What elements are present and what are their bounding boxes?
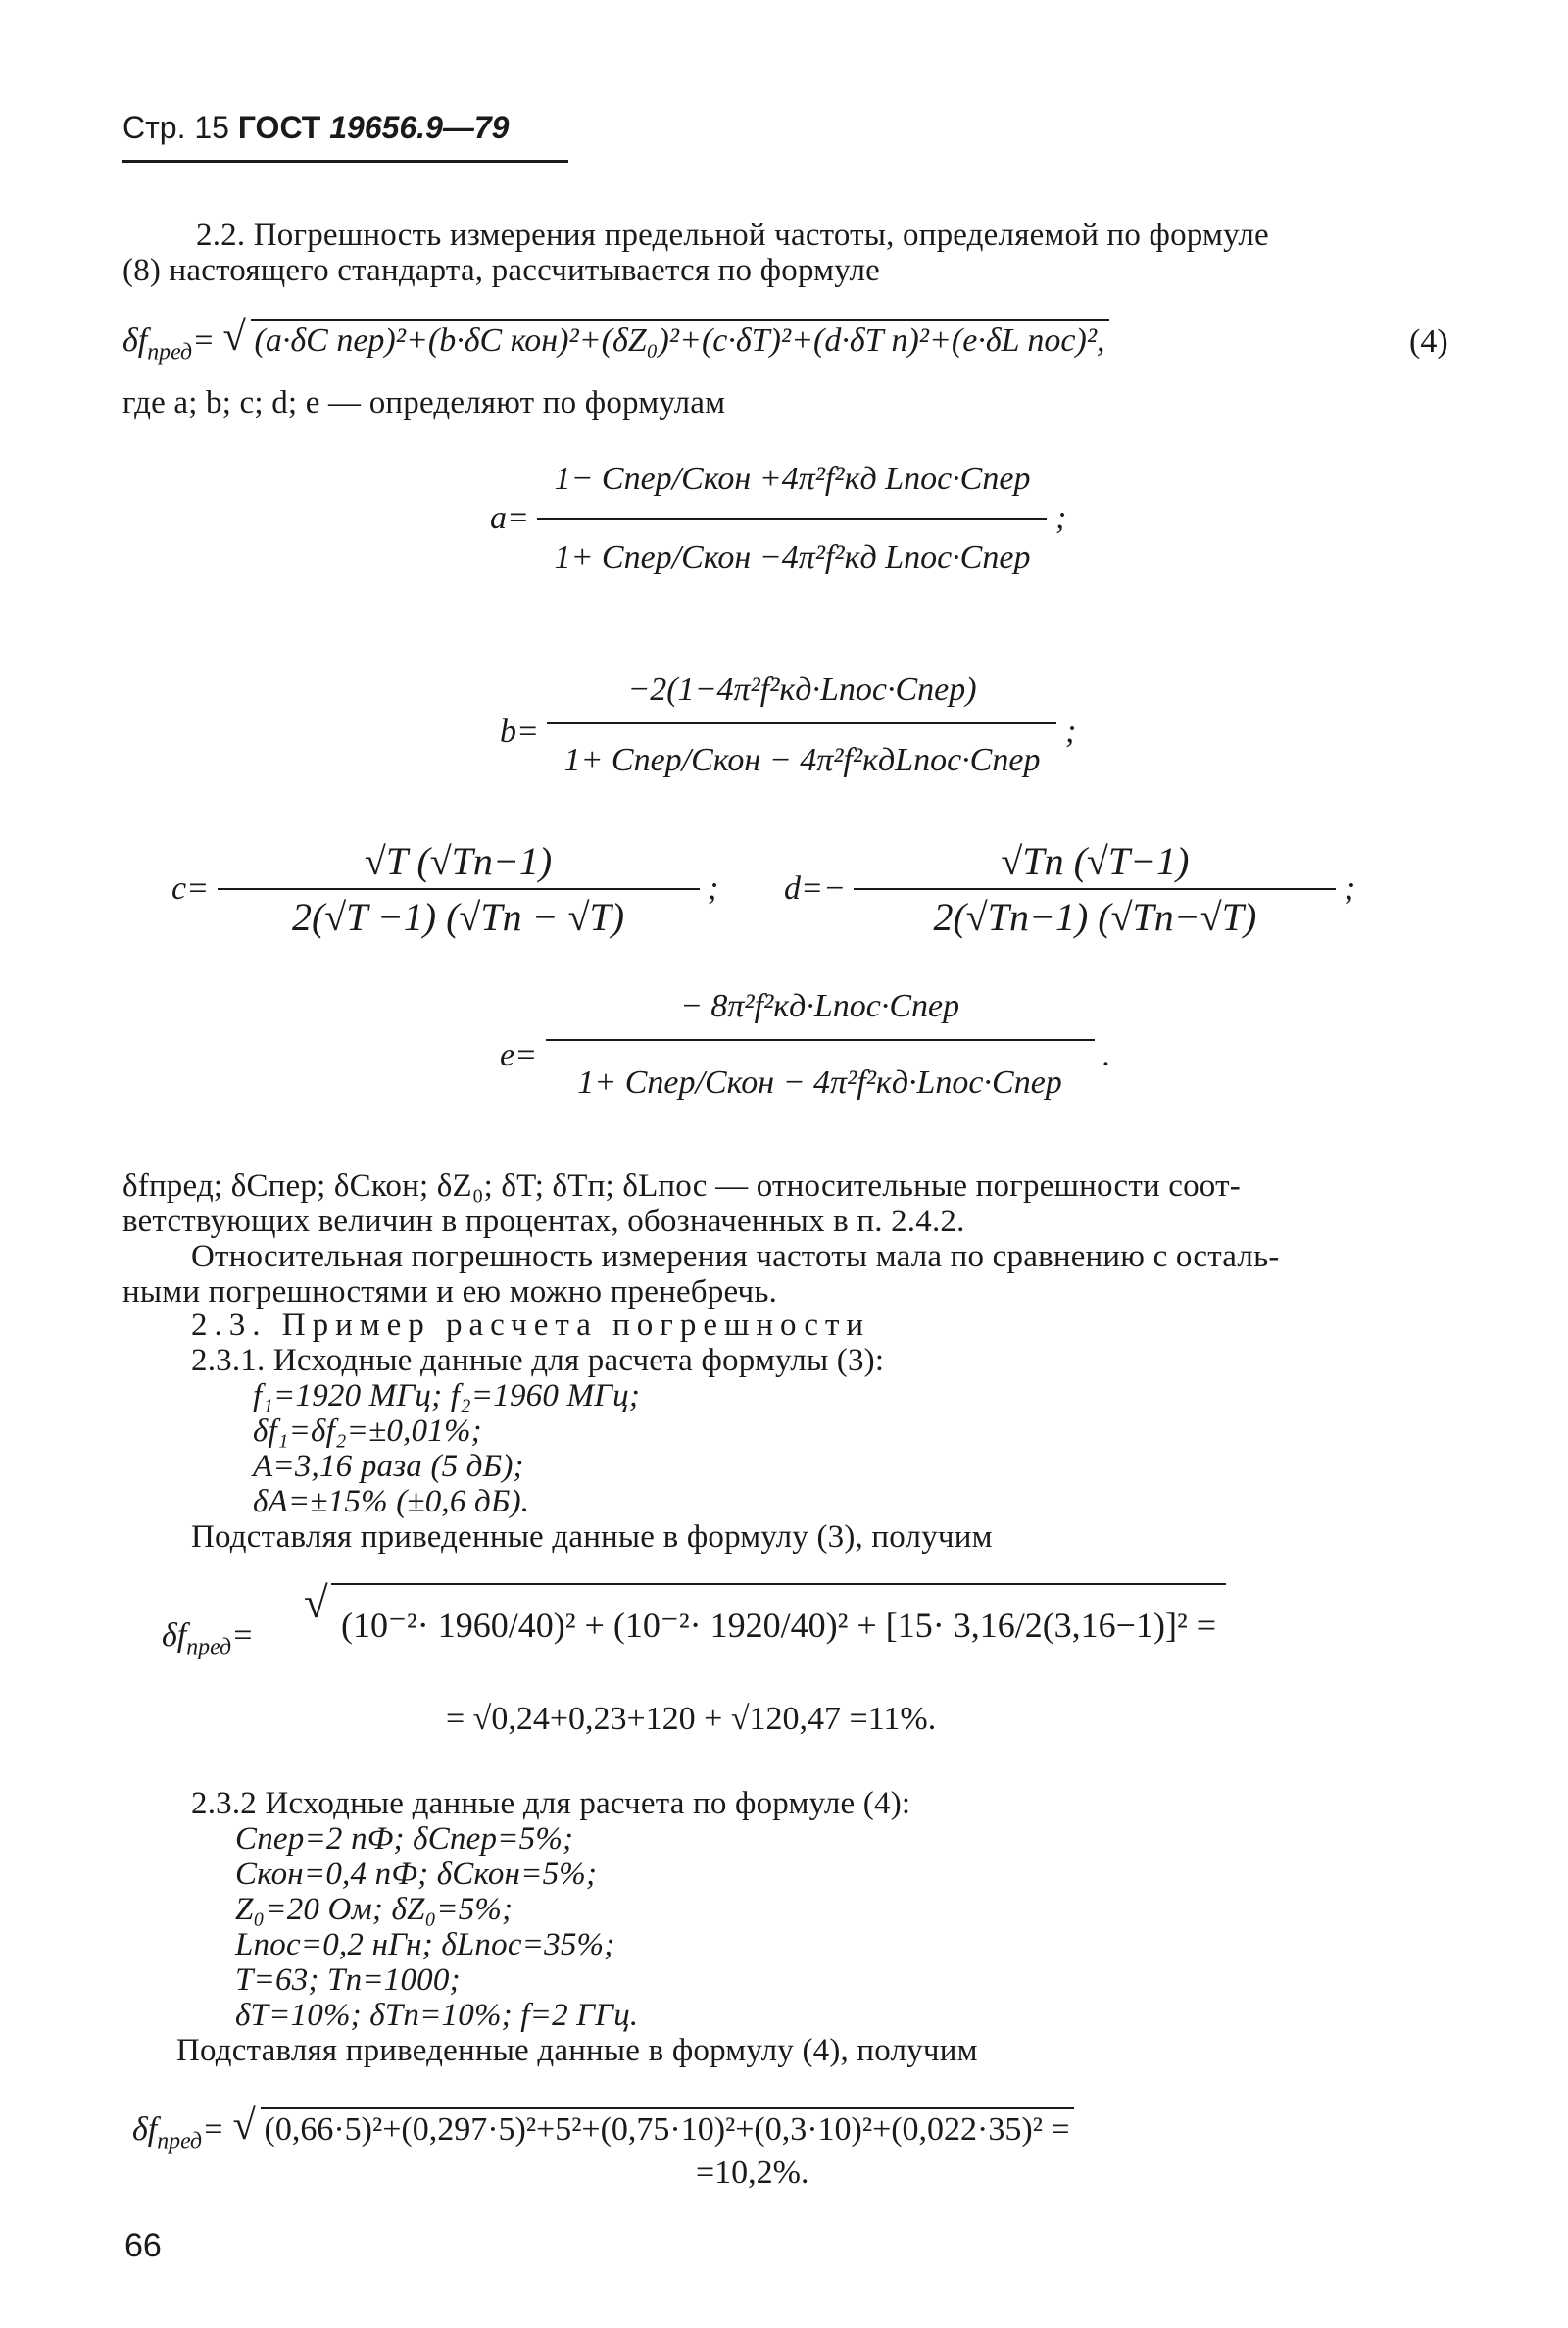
calc-3-radical	[304, 1583, 1226, 1665]
formula-c-numerator: √T (√Tп−1)	[218, 838, 700, 890]
section-2-3-2: 2.3.2 Исходные данные для расчета по формуле (4):	[191, 1786, 911, 1821]
data-4-line-5: T=63; Tп=1000;	[235, 1962, 461, 1998]
data-3-line-2: δf₁=δf₂=±0,01%;	[253, 1413, 482, 1449]
formula-d-numerator: √Tп (√T−1)	[854, 838, 1336, 890]
formula-b	[500, 662, 1076, 803]
calc-4-line-2: =10,2%.	[696, 2155, 809, 2191]
section-2-3-heading: 2.3. Пример расчета погрешности	[191, 1308, 871, 1343]
data-3-line-1: f₁=1920 МГц; f₂=1960 МГц;	[253, 1378, 641, 1413]
section-2-2-line-2: (8) настоящего стандарта, рассчитывается по формуле	[122, 253, 881, 288]
calc-4-radical	[233, 2107, 1074, 2149]
calc-4-lhs-sub: пред	[157, 2128, 203, 2155]
substitute-4-line: Подставляя приведенные данные в формулу (4), получим	[176, 2033, 978, 2068]
formula-a-numerator: 1− Cпер/Cкон +4π²f²кд Lпос·Cпер	[537, 431, 1047, 520]
formula-a-denominator: 1+ Cпер/Cкон −4π²f²кд Lпос·Cпер	[554, 539, 1031, 575]
formula-d	[784, 838, 1355, 940]
formula-b-separator: ;	[1064, 714, 1077, 750]
formula-a	[490, 431, 1066, 606]
page-header	[122, 110, 509, 146]
formula-a-separator: ;	[1054, 500, 1067, 536]
formula-4-body: (a·δC пер)²+(b·δC кон)²+(δZ₀)²+(c·δT)²+(d·δT п)²+(e·δL пос)²,	[251, 319, 1109, 360]
formula-b-denominator: 1+ Cпер/Cкон − 4π²f²кдLпос·Cпер	[564, 742, 1041, 778]
formula-e-fraction	[546, 980, 1095, 1131]
formula-c-fraction	[218, 838, 700, 940]
page-number: 66	[124, 2227, 162, 2264]
data-3-line-4: δA=±15% (±0,6 дБ).	[253, 1484, 530, 1519]
data-4-line-3: Z₀=20 Ом; δZ₀=5%;	[235, 1892, 514, 1927]
data-3-line-3: A=3,16 раза (5 дБ);	[253, 1449, 524, 1484]
formula-c	[172, 838, 718, 940]
calc-4-line-1: (0,66·5)²+(0,297·5)²+5²+(0,75·10)²+(0,3·10)²+(0,022·35)² =	[261, 2107, 1074, 2149]
data-4-line-1: Cпер=2 пФ; δCпер=5%;	[235, 1821, 574, 1857]
header-rule	[122, 160, 568, 163]
formula-d-fraction	[854, 838, 1336, 940]
section-2-3-1: 2.3.1. Исходные данные для расчета формулы (3):	[191, 1343, 885, 1378]
formula-d-denominator: 2(√Tп−1) (√Tп−√T)	[933, 895, 1257, 939]
calc-3-lhs-symbol: δf	[162, 1617, 187, 1654]
formula-e-separator: .	[1102, 1037, 1111, 1073]
calc-3-radical-sign	[304, 1583, 1226, 1665]
standard-label: ГОСТ	[237, 110, 321, 145]
formula-c-denominator: 2(√T −1) (√Tп − √T)	[291, 895, 625, 939]
data-4-line-2: Cкон=0,4 пФ; δCкон=5%;	[235, 1857, 598, 1892]
formula-b-label: b=	[500, 714, 539, 750]
calc-3-line-2: = √0,24+0,23+120 + √120,47 =11%.	[446, 1701, 937, 1737]
formula-4-number: (4)	[1409, 323, 1448, 360]
calc-4-lhs: δf	[132, 2111, 158, 2148]
page-label: Стр. 15	[122, 110, 229, 145]
relative-error-line-1: Относительная погрешность измерения частоты мала по сравнению с осталь-	[191, 1239, 1280, 1274]
calc-3-line-1: (10⁻²· 1960/40)² + (10⁻²· 1920/40)² + [15· 3,16/2(3,16−1)]² =	[331, 1583, 1226, 1665]
calc-3-lhs: $\delta f_{пред}=$	[162, 1617, 255, 1660]
errors-line-2: ветствующих величин в процентах, обозначенных в п. 2.4.2.	[122, 1204, 965, 1239]
standard-number: 19656.9—79	[329, 110, 510, 145]
formula-4-radical	[223, 319, 1109, 360]
errors-line-1: δfпред; δCпер; δCкон; δZ₀; δT; δTп; δLпос — относительные погрешности соот-	[122, 1168, 1241, 1204]
formula-b-numerator: −2(1−4π²f²кд·Lпос·Cпер)	[547, 662, 1056, 724]
formula-e	[500, 980, 1111, 1131]
where-line: где a; b; c; d; e — определяют по формулам	[122, 385, 726, 421]
formula-a-fraction	[537, 431, 1047, 606]
section-2-2-line-1: 2.2. Погрешность измерения предельной частоты, определяемой по формуле	[196, 218, 1269, 253]
data-4-line-4: Lпос=0,2 нГн; δLпос=35%;	[235, 1927, 615, 1962]
calc-3-lhs-sub: пред	[186, 1634, 232, 1660]
formula-4: $\delta f_{пред}=$ √ (a·δC пер)²+(b·δC кон)²+(δZ₀)²+(c·δT)²+(d·δT п)²+(e·δL пос)²,	[122, 319, 1109, 366]
formula-a-label: a=	[490, 500, 529, 536]
formula-e-label: e=	[500, 1037, 538, 1073]
relative-error-line-2: ными погрешностями и ею можно пренебречь.	[122, 1274, 778, 1310]
formula-b-fraction	[547, 662, 1056, 803]
substitute-3-line: Подставляя приведенные данные в формулу (3), получим	[191, 1519, 993, 1555]
formula-c-separator: ;	[708, 870, 719, 907]
formula-d-label: d=−	[784, 870, 846, 907]
formula-4-lhs-sub: пред	[147, 339, 193, 366]
calc-4: $\delta f_{пред}=$ √ (0,66·5)²+(0,297·5)²+5²+(0,75·10)²+(0,3·10)²+(0,022·35)² =	[132, 2107, 1074, 2155]
formula-d-separator: ;	[1344, 870, 1356, 907]
data-4-line-6: δT=10%; δTп=10%; f=2 ГГц.	[235, 1998, 639, 2033]
formula-e-denominator: 1+ Cпер/Cкон − 4π²f²кд·Lпос·Cпер	[577, 1065, 1062, 1101]
formula-c-label: c=	[172, 870, 210, 907]
formula-4-lhs: δf	[122, 322, 148, 359]
formula-e-numerator: − 8π²f²кд·Lпос·Cпер	[546, 980, 1095, 1041]
